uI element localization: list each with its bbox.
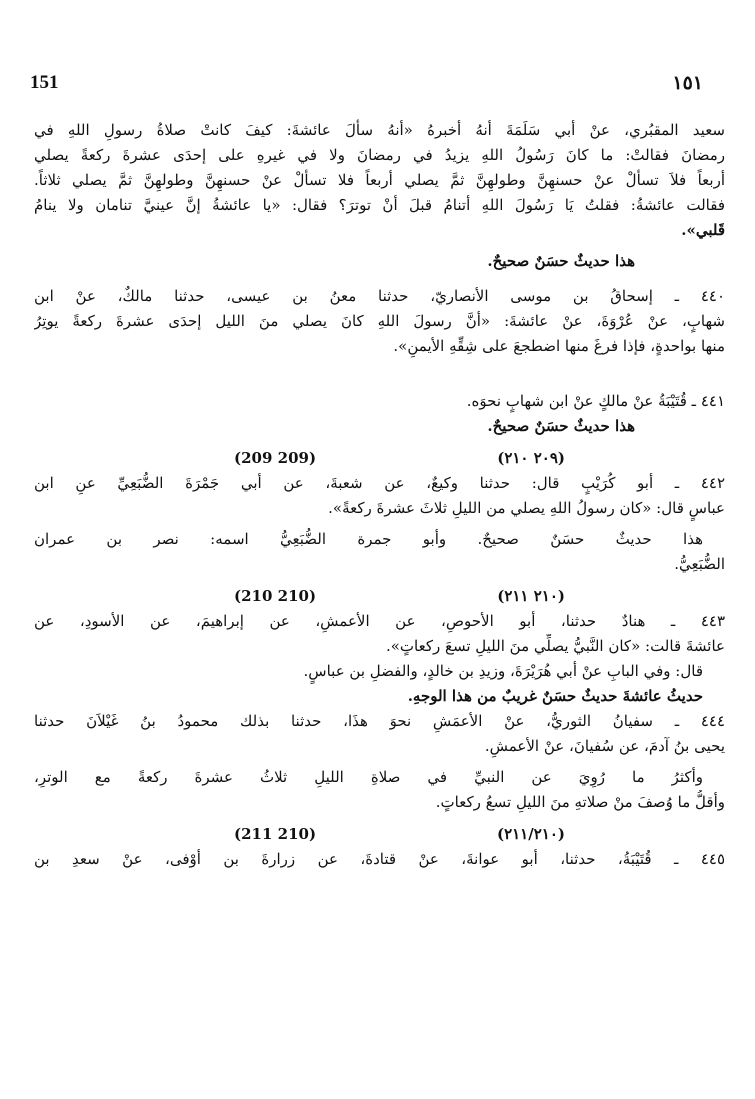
- grade-line: هذا حديثٌ حسَنٌ صحيحٌ.: [487, 252, 635, 270]
- page-number-arabic: ١٥١: [672, 72, 703, 94]
- ref-latin: (209 209): [234, 449, 317, 467]
- hadith-442-line: ٤٤٢ ـ أبو كُرَيْبٍ قال: حدثنا وكيعٌ، عن شعبةَ، عن أبي جَمْرَةَ الضُّبَعِيِّ عنِ ابن: [34, 474, 725, 492]
- hadith-443-line: عائشةَ قالت: «كان النَّبيُّ يصلِّي منَ الليلِ تسعَ ركعاتٍ».: [385, 637, 725, 655]
- text-line: أربعاً فلاَ تسألْ عنْ حسنهِنَّ وطولهِنَّ ثمَّ يصلي أربعاً فلا تسألْ عنْ حسنهِنَّ وطولهِنَّ ثمَّ يصلي ثلاثاً.: [34, 171, 725, 189]
- hadith-442-line: عباسٍ قال: «كان رسولُ اللهِ يصلي من الليلِ ثلاثَ عشرةَ ركعةً».: [328, 499, 725, 517]
- text-line: فقالت عائشةُ: فقلتُ يَا رَسُولَ اللهِ أتنامُ قبلَ أنْ توترَ؟ فقال: «يا عائشةُ إنَّ عينيَّ تنامان ولا ينامُ: [34, 196, 725, 214]
- hadith-441-line: ٤٤١ ـ قُتَيْبَةُ عنْ مالكٍ عنْ ابن شهابٍ نحوَه.: [466, 392, 725, 410]
- ref-latin: (211 210): [234, 825, 317, 843]
- ref-latin: (210 210): [234, 587, 317, 605]
- ref-arabic: (٢١٠ ٢١١): [497, 587, 565, 605]
- ref-arabic: (٢٠٩ ٢١٠): [497, 449, 565, 467]
- page-body: [34, 118, 725, 872]
- hadith-444-line: وأقلُّ ما وُصفَ منْ صلاتهِ منَ الليلِ تسعُ ركعاتٍ.: [435, 793, 725, 811]
- ref-arabic: (٢١١/٢١٠): [496, 825, 565, 843]
- text-line: قَلبي».: [681, 221, 725, 239]
- hadith-442-line: هذا حديثٌ حسَنٌ صحيحٌ. وأبو جمرة الضُّبَعِيُّ اسمه: نصر بن عمران: [34, 530, 703, 548]
- hadith-444-line: ٤٤٤ ـ سفيانُ الثوريُّ، عنْ الأعمَشِ نحوَ هذَا، حدثنا بذلك محمودُ بنُ غَيْلاَنَ حدثنا: [34, 712, 725, 730]
- hadith-443-line: حديثُ عائشةَ حديثٌ حسَنٌ غريبٌ من هذا الوجهِ.: [407, 687, 703, 705]
- hadith-444-line: وأكثرُ ما رُوِيَ عن النبيِّ في صلاةِ الليلِ ثلاثُ عشرةَ ركعةً مع الوترِ،: [34, 768, 703, 786]
- hadith-440-line: منها بواحدةٍ، فإذا فرغَ منها اضطجعَ على شِقِّهِ الأيمنِ».: [393, 337, 725, 355]
- reference-numbers: [34, 583, 725, 609]
- hadith-440-line: شهابٍ، عنْ عُرْوَةَ، عنْ عائشةَ: «أنَّ رسولَ اللهِ كانَ يصلي منَ الليل إحدَى عشرةَ ركعةً يوتِرُ: [34, 312, 725, 330]
- hadith-443-line: ٤٤٣ ـ هنادٌ حدثنا، أبو الأحوصِ، عن الأعمشِ، عن إبراهيمَ، عن الأسودِ، عن: [34, 612, 725, 630]
- text-line: رمضانَ فقالتْ: ما كانَ رَسُولُ اللهِ يزيدُ في رمضانَ ولا في غيرهِ على إحدَى عشرةَ ركعةً يصلي: [34, 146, 725, 164]
- reference-numbers: [34, 821, 725, 847]
- grade-line: هذا حديثٌ حسَنٌ صحيحٌ.: [487, 417, 635, 435]
- hadith-444-line: يحيى بنُ آدمَ، عن سُفيانَ، عنْ الأعمشِ.: [484, 737, 725, 755]
- hadith-440-line: ٤٤٠ ـ إسحاقُ بن موسى الأنصاريّ، حدثنا معنُ بن عيسى، حدثنا مالكٌ، عنْ ابن: [34, 287, 725, 305]
- hadith-443-line: قال: وفي البابِ عنْ أبي هُرَيْرَةَ، وزيدِ بن خالدٍ، والفضلِ بن عباسٍ.: [303, 662, 703, 680]
- text-line: سعيد المقبُري، عنْ أبي سَلَمَةَ أنهُ أخبرهُ «أنهُ سألَ عائشةَ: كيفَ كانتْ صلاةُ رسولِ اللهِ في: [34, 121, 725, 139]
- reference-numbers: [34, 445, 725, 471]
- hadith-445-line: ٤٤٥ ـ قُتَيْبَةُ، حدثنا، أبو عوانةَ، عنْ قتادةَ، عن زرارةَ بن أوْفى، عنْ سعدِ بن: [34, 850, 725, 868]
- hadith-442-line: الضُّبَعِيُّ.: [674, 555, 725, 573]
- page-number-latin: 151: [30, 72, 59, 93]
